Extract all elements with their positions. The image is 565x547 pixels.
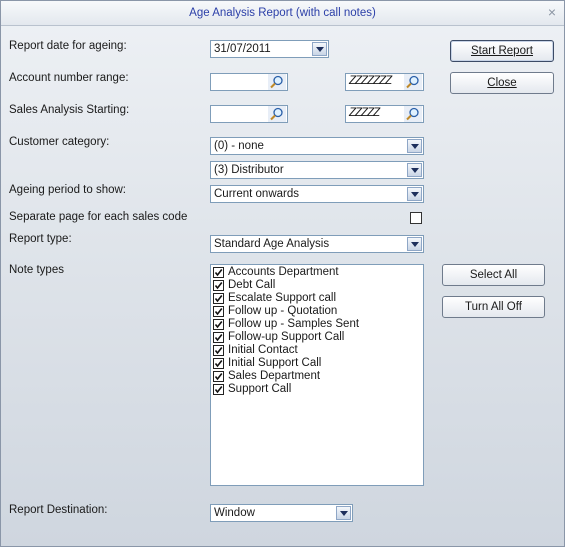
- report-type-value: Standard Age Analysis: [214, 238, 330, 250]
- checkbox-checked-icon[interactable]: [213, 306, 224, 317]
- customer-category-select-2[interactable]: [210, 161, 424, 179]
- note-type-label: Sales Department: [228, 370, 321, 382]
- chevron-down-icon[interactable]: [407, 237, 422, 251]
- checkbox-checked-icon[interactable]: [213, 267, 224, 278]
- checkbox-checked-icon[interactable]: [213, 332, 224, 343]
- note-type-label: Follow up - Samples Sent: [228, 318, 360, 330]
- start-report-label: Start Report: [471, 45, 533, 57]
- ageing-period-value: Current onwards: [214, 188, 300, 200]
- checkbox-checked-icon[interactable]: [213, 319, 224, 330]
- chevron-down-icon[interactable]: [407, 187, 422, 201]
- checkbox-checked-icon[interactable]: [213, 345, 224, 356]
- sales-from-input[interactable]: [210, 105, 288, 123]
- note-type-label: Debt Call: [228, 279, 276, 291]
- report-type-select[interactable]: [210, 235, 424, 253]
- note-type-label: Follow up - Quotation: [228, 305, 338, 317]
- search-icon[interactable]: [404, 106, 422, 122]
- search-icon[interactable]: [404, 74, 422, 90]
- account-to-input[interactable]: [345, 73, 424, 91]
- report-date-picker[interactable]: [210, 40, 329, 58]
- chevron-down-icon[interactable]: [336, 506, 351, 520]
- note-types-list[interactable]: [210, 264, 424, 486]
- checkbox-checked-icon[interactable]: [213, 371, 224, 382]
- search-icon[interactable]: [268, 106, 286, 122]
- window-title: Age Analysis Report (with call notes): [189, 7, 376, 19]
- select-all-label: Select All: [469, 269, 518, 281]
- note-type-label: Initial Support Call: [228, 357, 322, 369]
- search-icon[interactable]: [268, 74, 286, 90]
- customer-category-select-1[interactable]: [210, 137, 424, 155]
- account-to-value: ZZZZZZZ: [349, 75, 392, 87]
- chevron-down-icon[interactable]: [312, 42, 327, 56]
- label-report-destination: Report Destination:: [9, 504, 108, 516]
- turn-all-off-button[interactable]: [442, 296, 545, 318]
- turn-all-off-label: Turn All Off: [465, 301, 522, 313]
- select-all-button[interactable]: [442, 264, 545, 286]
- note-type-label: Support Call: [228, 383, 292, 395]
- customer-category-2-value: (3) Distributor: [214, 164, 284, 176]
- label-sales-analysis: Sales Analysis Starting:: [9, 104, 130, 116]
- label-customer-category: Customer category:: [9, 136, 110, 148]
- close-label: Close: [487, 77, 517, 89]
- sales-to-input[interactable]: [345, 105, 424, 123]
- separate-page-checkbox[interactable]: [410, 212, 422, 224]
- chevron-down-icon[interactable]: [407, 163, 422, 177]
- checkbox-checked-icon[interactable]: [213, 293, 224, 304]
- label-ageing-period: Ageing period to show:: [9, 184, 126, 196]
- checkbox-checked-icon[interactable]: [213, 384, 224, 395]
- label-separate-page: Separate page for each sales code: [9, 211, 188, 223]
- label-report-date: Report date for ageing:: [9, 40, 127, 52]
- checkbox-checked-icon[interactable]: [213, 358, 224, 369]
- note-type-label: Escalate Support call: [228, 292, 337, 304]
- note-type-label: Initial Contact: [228, 344, 298, 356]
- checkbox-checked-icon[interactable]: [213, 280, 224, 291]
- label-account-range: Account number range:: [9, 72, 129, 84]
- close-icon[interactable]: ×: [547, 4, 556, 20]
- sales-to-value: ZZZZZ: [349, 107, 380, 119]
- report-destination-value: Window: [214, 507, 255, 519]
- label-note-types: Note types: [9, 264, 64, 276]
- title-bar: [1, 1, 564, 26]
- report-destination-select[interactable]: [210, 504, 353, 522]
- start-report-button[interactable]: [450, 40, 554, 62]
- note-type-label: Follow-up Support Call: [228, 331, 345, 343]
- note-type-label: Accounts Department: [228, 266, 339, 278]
- customer-category-1-value: (0) - none: [214, 140, 264, 152]
- label-report-type: Report type:: [9, 233, 72, 245]
- ageing-period-select[interactable]: [210, 185, 424, 203]
- report-date-value: 31/07/2011: [214, 43, 271, 55]
- chevron-down-icon[interactable]: [407, 139, 422, 153]
- account-from-input[interactable]: [210, 73, 288, 91]
- close-button[interactable]: [450, 72, 554, 94]
